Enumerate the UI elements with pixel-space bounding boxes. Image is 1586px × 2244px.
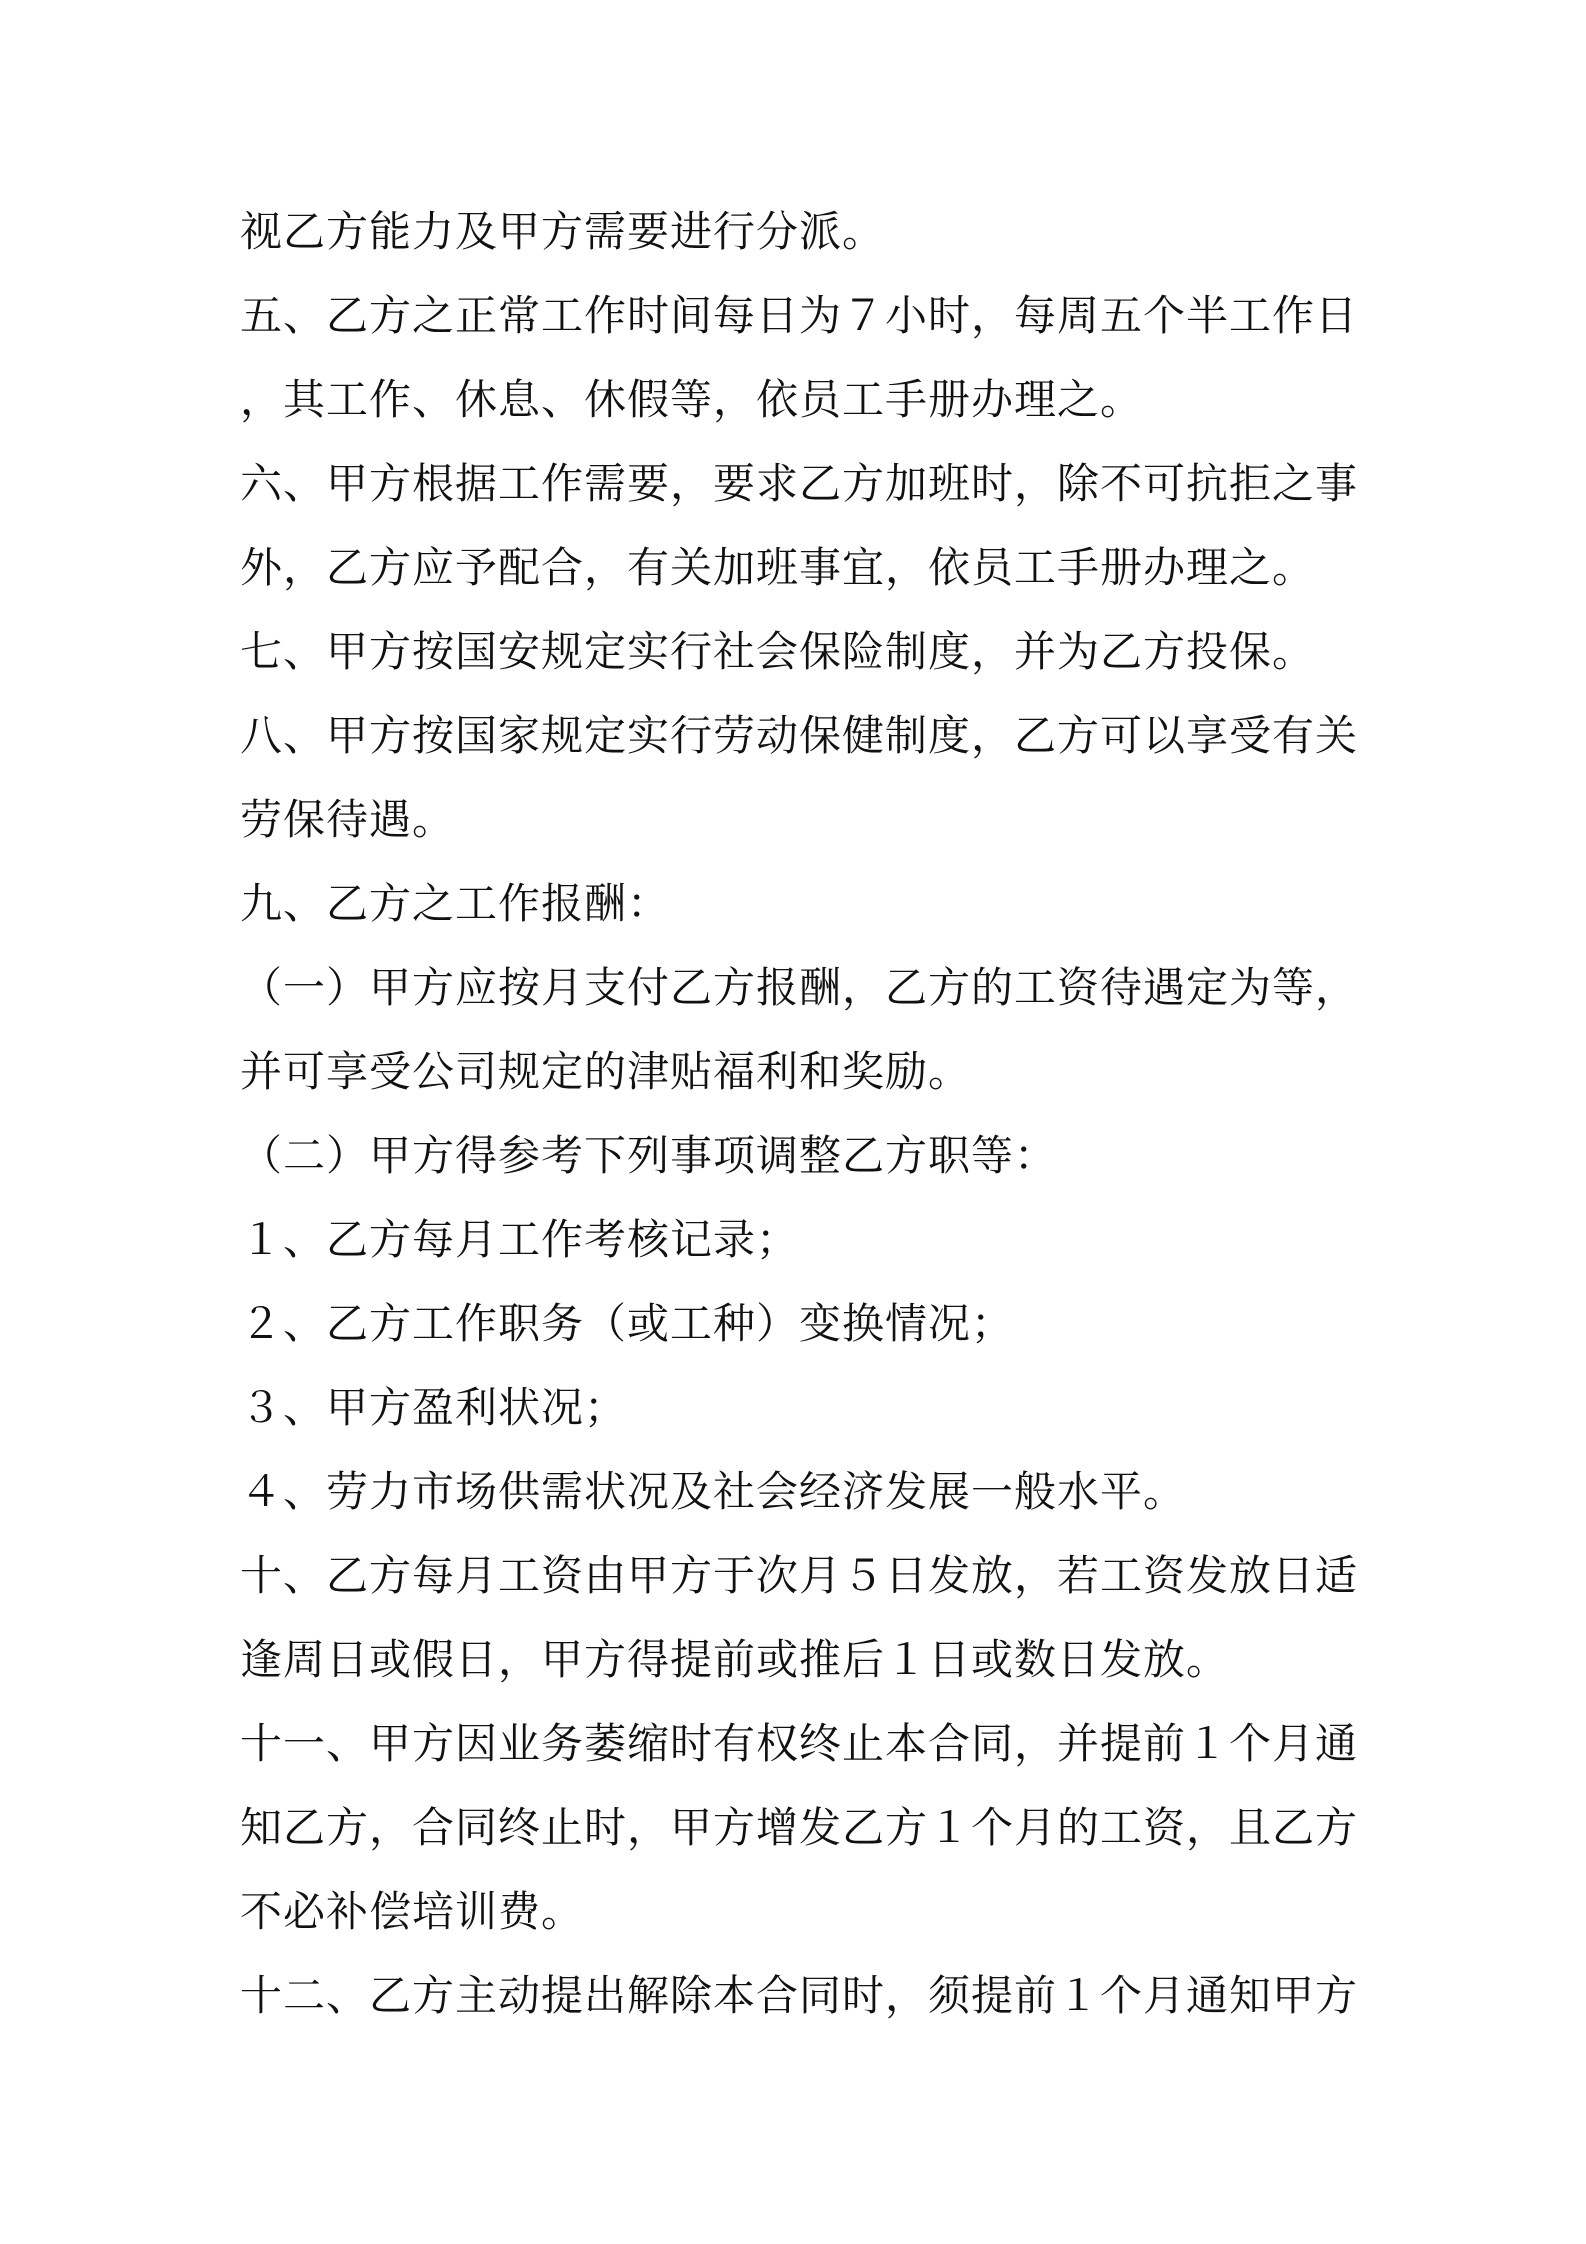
text-line: 七、甲方按国安规定实行社会保险制度，并为乙方投保。 — [240, 627, 1316, 676]
text-line: （二）甲方得参考下列事项调整乙方职等： — [240, 1131, 1058, 1180]
text-line: 五、乙方之正常工作时间每日为７小时，每周五个半工作日 — [240, 291, 1359, 340]
text-line: 不必补偿培训费。 — [240, 1887, 585, 1936]
text-line: ４、劳力市场供需状况及社会经济发展一般水平。 — [240, 1467, 1187, 1516]
contract-text — [240, 190, 1360, 2038]
text-line: 知乙方，合同终止时，甲方增发乙方１个月的工资，且乙方 — [240, 1803, 1359, 1852]
text-line: （一）甲方应按月支付乙方报酬，乙方的工资待遇定为等， — [240, 963, 1359, 1012]
text-line: 八、甲方按国家规定实行劳动保健制度，乙方可以享受有关 — [240, 711, 1359, 760]
text-line: 十二、乙方主动提出解除本合同时，须提前１个月通知甲方 — [240, 1971, 1359, 2020]
text-line: 并可享受公司规定的津贴福利和奖励。 — [240, 1047, 972, 1096]
text-line: 劳保待遇。 — [240, 795, 456, 844]
text-line: 视乙方能力及甲方需要进行分派。 — [240, 207, 886, 256]
text-line: 逢周日或假日，甲方得提前或推后１日或数日发放。 — [240, 1635, 1230, 1684]
text-line: 十、乙方每月工资由甲方于次月５日发放，若工资发放日适 — [240, 1551, 1359, 1600]
text-line: ，其工作、休息、休假等，依员工手册办理之。 — [240, 375, 1144, 424]
text-line: 十一、甲方因业务萎缩时有权终止本合同，并提前１个月通 — [240, 1719, 1359, 1768]
text-line: 六、甲方根据工作需要，要求乙方加班时，除不可抗拒之事 — [240, 459, 1359, 508]
text-line: 九、乙方之工作报酬： — [240, 879, 671, 928]
text-line: １、乙方每月工作考核记录； — [240, 1215, 800, 1264]
text-line: ２、乙方工作职务（或工种）变换情况； — [240, 1299, 1015, 1348]
text-line: ３、甲方盈利状况； — [240, 1383, 628, 1432]
text-line: 外，乙方应予配合，有关加班事宜，依员工手册办理之。 — [240, 543, 1316, 592]
